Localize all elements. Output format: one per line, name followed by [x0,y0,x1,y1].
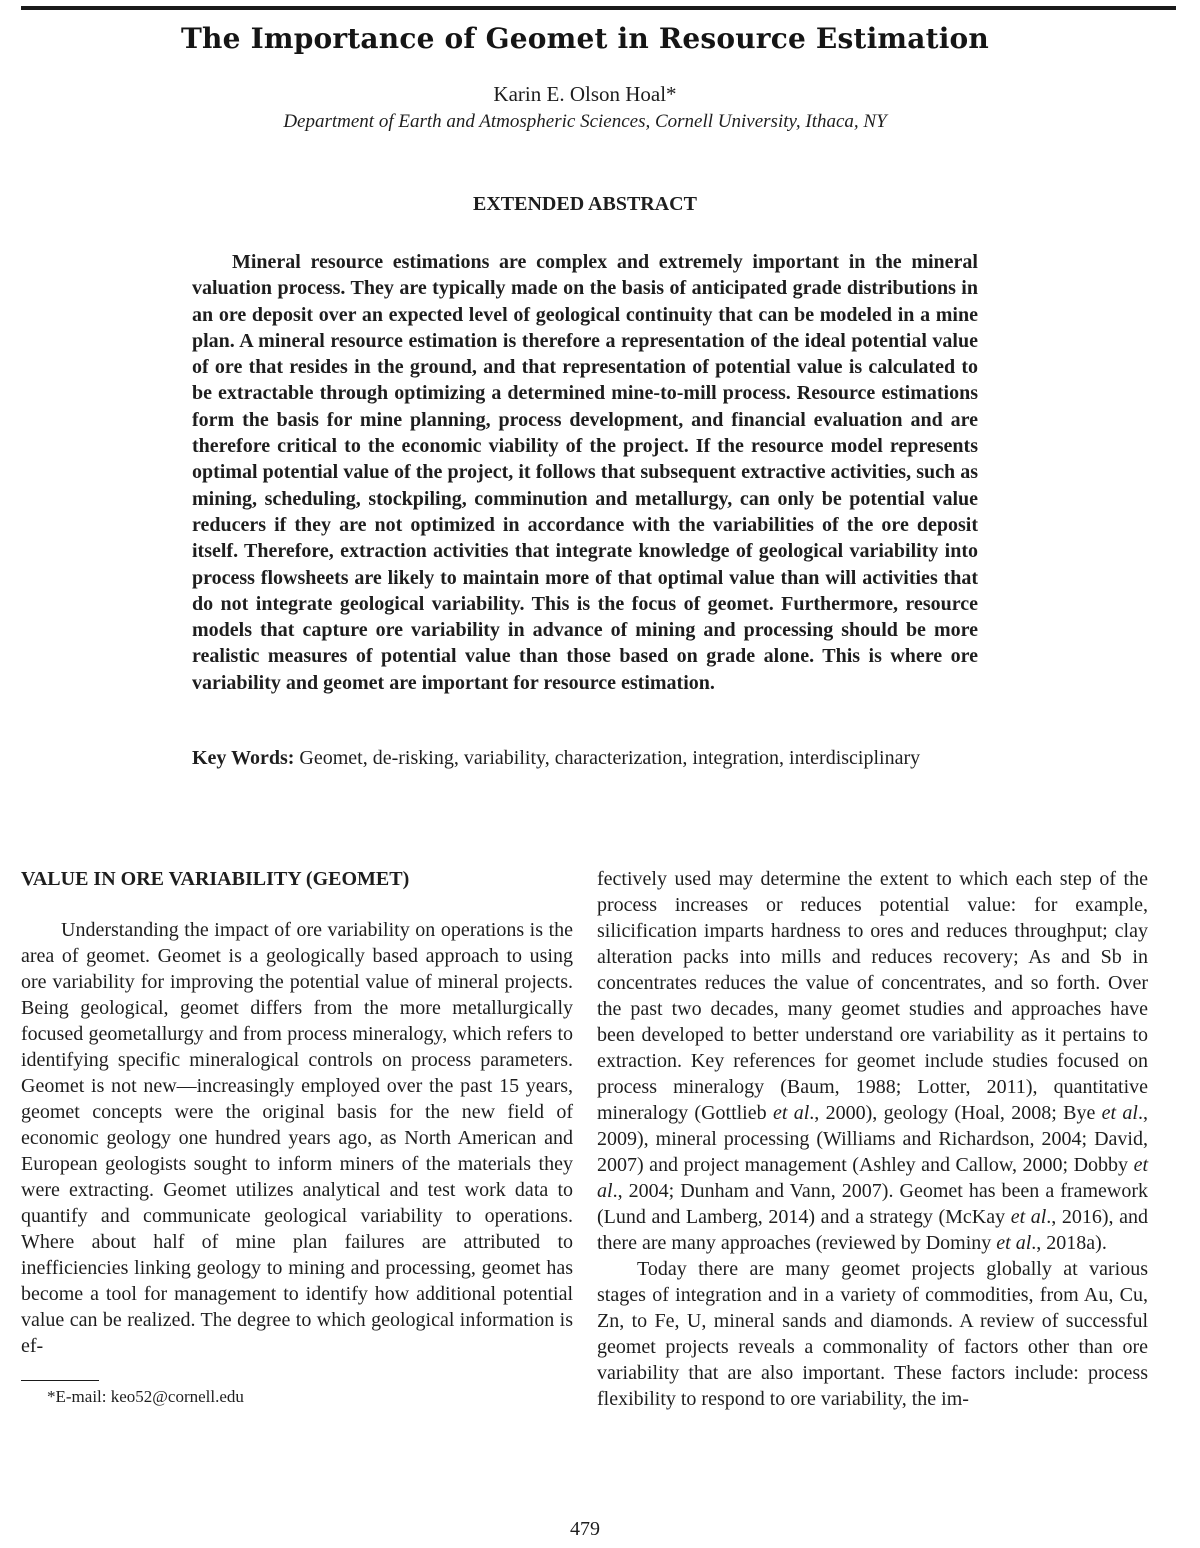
right-column-paragraph-1 [597,866,1148,1256]
left-column-paragraph: Understanding the impact of ore variability on operations is the area of geomet. Geomet is a geologically based approach to using ore variability for improving the potential value of mineral projects. Being geological, geomet differs from the more metallurgically focused geometallurgy and from process mineralogy, which refers to identifying specific mineralogical controls on process parameters. Geomet is not new—increasingly employed over the past 15 years, geomet concepts were the original basis for the new field of economic geology one hundred years ago, as North American and European geologists sought to inform miners of the materials they were extracting. Geomet utilizes analytical and test work data to quantify and communicate geological variability to operations. Where about half of mine plan failures are attributed to inefficiencies linking geology to mining and processing, geomet has become a tool for management to identify how additional potential value can be realized. The degree to which geological information is ef- [21,919,573,1357]
keywords [192,745,978,771]
keywords-label: Key Words: [192,747,295,769]
top-rule [21,6,1176,10]
et-al: et al [597,1154,1148,1202]
page-number: 479 [570,1518,600,1540]
text-run: ., 2009), mineral processing (Williams and Richardson, 2004; David, 2007) and project management (Ashley and Callow, 2000; Dobby [597,1102,1148,1176]
author-name: Karin E. Olson Hoal* [493,82,677,106]
text-run: ., 2018a). [1031,1232,1107,1254]
paper-title: The Importance of Geomet in Resource Estimation [181,22,989,55]
footnote-rule [21,1380,99,1381]
left-column [21,866,573,1359]
abstract-heading: EXTENDED ABSTRACT [473,193,697,215]
section-heading: VALUE IN ORE VARIABILITY (GEOMET) [21,868,410,890]
text-run: fectively used may determine the extent to which each step of the process increases or reduces potential value: for example, silicification imparts hardness to ores and reduces throughput; clay alteration packs into mills and reduces recovery; As and Sb in concentrates reduces the value of concentrates, and so forth. Over the past two decades, many geomet studies and approaches have been developed to better understand ore variability as it pertains to extraction. Key references for geomet include studies focused on process mineralogy (Baum, 1988; Lotter, 2011), quantitative mineralogy (Gottlieb [597,868,1148,1124]
et-al: et al [1010,1206,1047,1228]
right-column-paragraph-2: Today there are many geomet projects globally at various stages of integration and in a variety of commodities, from Au, Cu, Zn, to Fe, U, mineral sands and diamonds. A review of successful geomet projects reveals a commonality of factors other than ore variability that are also important. These factors include: process flexibility to respond to ore variability, the im- [597,1258,1148,1410]
text-run: ., 2000), geology (Hoal, 2008; Bye [809,1102,1102,1124]
author-affiliation: Department of Earth and Atmospheric Sciences, Cornell University, Ithaca, NY [283,111,887,132]
keywords-text: Geomet, de-risking, variability, characterization, integration, interdisciplinary [299,747,921,769]
et-al: et al [772,1102,810,1124]
footnote-email: *E-mail: keo52@cornell.edu [47,1387,244,1406]
right-column [597,866,1148,1412]
et-al: et al [996,1232,1032,1254]
text-run: ., 2016), and there are many approaches (reviewed by Dominy [597,1206,1149,1254]
abstract-body: Mineral resource estimations are complex and extremely important in the mineral valuation process. They are typically made on the basis of anticipated grade distributions in an ore deposit over an expected level of geological continuity that can be modeled in a mine plan. A mineral resource estimation is therefore a representation of the ideal potential value of ore that resides in the ground, and that representation of potential value is calculated to be extractable through optimizing a determined mine-to-mill process. Resource estimations form the basis for mine planning, process development, and financial evaluation and are therefore critical to the economic viability of the project. If the resource model represents optimal potential value of the project, it follows that subsequent extractive activities, such as mining, scheduling, stockpiling, comminution and metallurgy, can only be potential value reducers if they are not optimized in accordance with the variabilities of the ore deposit itself. Therefore, extraction activities that integrate knowledge of geological variability into process flowsheets are likely to maintain more of that optimal value than will activities that do not integrate geological variability. This is the focus of geomet. Furthermore, resource models that capture ore variability in advance of mining and processing should be more realistic measures of potential value than those based on grade alone. This is where ore variability and geomet are important for resource estimation. [192,251,978,694]
et-al: et al [1101,1102,1138,1124]
text-run: ., 2004; Dunham and Vann, 2007). Geomet has been a framework (Lund and Lamberg, 2014) and a strategy (McKay [597,1180,1148,1228]
